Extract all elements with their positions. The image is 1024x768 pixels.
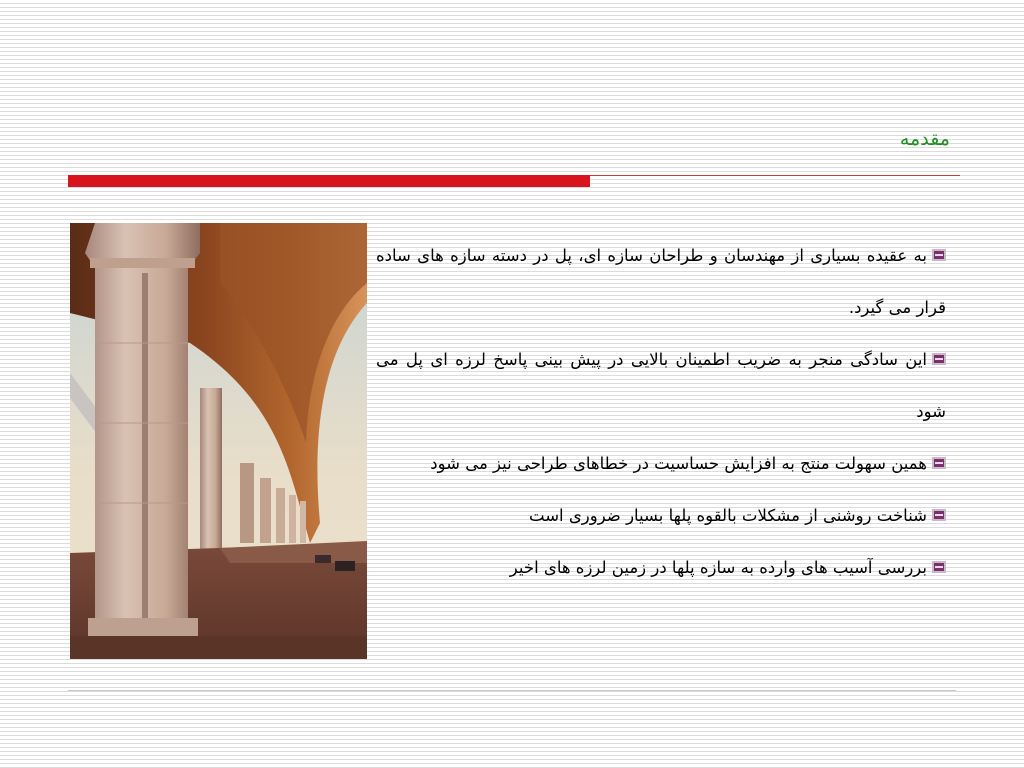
bullet-text: این سادگی منجر به ضریب اطمینان بالایی در پیش بینی پاسخ لرزه ای پل می شود <box>376 350 946 421</box>
square-bullet-icon <box>932 353 946 365</box>
bullet-item <box>376 438 946 490</box>
bullet-item <box>376 334 946 438</box>
bullet-text: شناخت روشنی از مشکلات بالقوه پلها بسیار ضروری است <box>529 506 927 525</box>
square-bullet-icon <box>932 249 946 261</box>
bridge-pier-photo <box>70 223 367 659</box>
bullet-item <box>376 490 946 542</box>
footer-divider <box>68 690 956 691</box>
bullet-text: بررسی آسیب های وارده به سازه پلها در زمین لرزه های اخیر <box>509 558 927 577</box>
square-bullet-icon <box>932 561 946 573</box>
slide-title: مقدمه <box>899 128 950 150</box>
title-accent-bar <box>68 175 590 187</box>
square-bullet-icon <box>932 457 946 469</box>
bullet-item <box>376 542 946 594</box>
bullet-text: همین سهولت منتج به افزایش حساسیت در خطاهای طراحی نیز می شود <box>430 454 927 473</box>
bullet-list <box>376 230 946 594</box>
bullet-item <box>376 230 946 334</box>
bullet-text: به عقیده بسیاری از مهندسان و طراحان سازه ای، پل در دسته سازه های ساده قرار می گیرد. <box>376 246 946 317</box>
square-bullet-icon <box>932 509 946 521</box>
